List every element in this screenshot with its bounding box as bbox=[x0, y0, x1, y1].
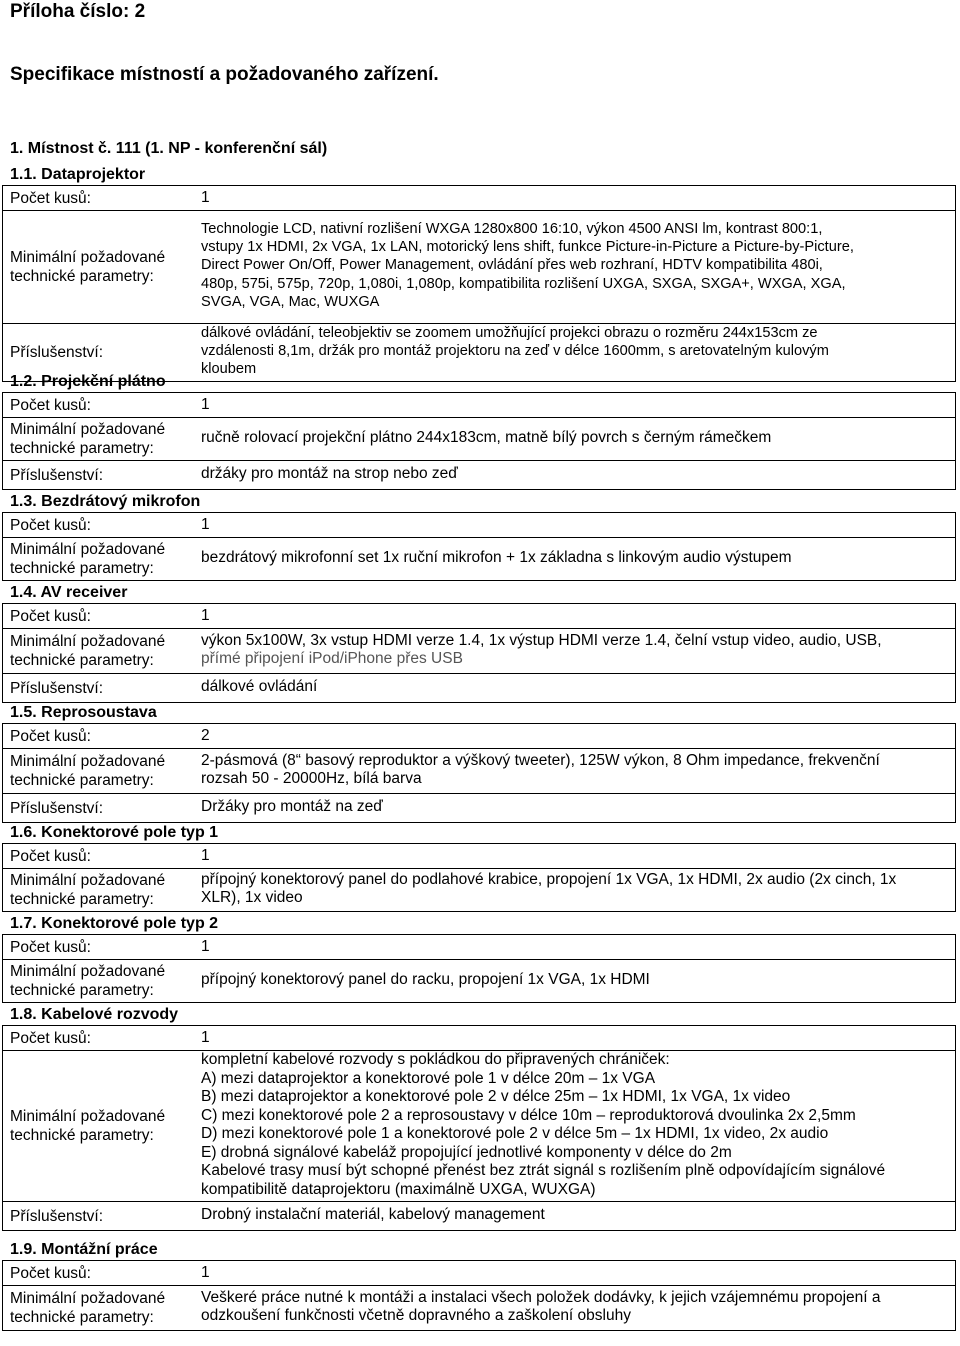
params-label-line: Minimální požadované bbox=[10, 872, 166, 889]
count-value: 1 bbox=[201, 1028, 210, 1046]
accessories-text bbox=[201, 678, 317, 697]
params-value bbox=[201, 869, 955, 909]
count-value: 1 bbox=[201, 515, 210, 533]
section-heading-2: 1.2. Projekční plátno bbox=[10, 373, 166, 390]
spec-table-4 bbox=[2, 603, 956, 703]
params-row bbox=[3, 1285, 955, 1330]
params-label bbox=[10, 1051, 190, 1201]
count-value: 1 bbox=[201, 606, 210, 624]
count-row bbox=[3, 1260, 955, 1285]
params-line: rozsah 50 - 20000Hz, bílá barva bbox=[201, 770, 422, 787]
params-line: E) drobná signálové kabeláž propojující jednotlivé komponenty v délce do 2m bbox=[201, 1143, 732, 1161]
params-text bbox=[201, 429, 771, 448]
params-value bbox=[201, 538, 955, 578]
section-heading-7: 1.7. Konektorové pole typ 2 bbox=[10, 915, 219, 932]
accessories-value bbox=[201, 674, 955, 700]
spec-table-8 bbox=[2, 1025, 956, 1231]
params-row bbox=[3, 748, 955, 793]
params-label bbox=[10, 629, 190, 673]
params-row bbox=[3, 417, 955, 460]
annex-label: Příloha číslo: 2 bbox=[10, 1, 146, 22]
section-heading-9: 1.9. Montážní práce bbox=[10, 1241, 158, 1258]
accessories-label: Příslušenství: bbox=[10, 799, 104, 817]
params-row bbox=[3, 210, 955, 323]
accessories-value bbox=[201, 794, 955, 820]
params-line: Direct Power On/Off, Power Management, ovládání přes web rozhraní, HDTV kompatibilita 480i, bbox=[201, 257, 823, 274]
accessories-label: Příslušenství: bbox=[10, 344, 104, 361]
params-row bbox=[3, 1050, 955, 1201]
params-value bbox=[201, 1051, 955, 1199]
params-line: XLR), 1x video bbox=[201, 889, 303, 906]
section-heading-5: 1.5. Reprosoustava bbox=[10, 704, 157, 721]
params-label bbox=[10, 1286, 190, 1330]
params-row bbox=[3, 959, 955, 1002]
accessories-line: Drobný instalační materiál, kabelový management bbox=[201, 1205, 545, 1223]
params-line: D) mezi konektorové pole 1 a konektorové pole 2 v délce 5m – 1x HDMI, 1x video, 2x audio bbox=[201, 1125, 829, 1142]
accessories-row bbox=[3, 1201, 955, 1230]
count-value: 2 bbox=[201, 726, 210, 744]
params-line: B) mezi dataprojektor a konektorové pole 2 v délce 25m – 1x HDMI, 1x VGA, 1x video bbox=[201, 1088, 791, 1105]
accessories-value bbox=[201, 324, 955, 379]
params-label-line: technické parametry: bbox=[10, 440, 154, 457]
params-label-line: Minimální požadované bbox=[10, 753, 166, 770]
accessories-value bbox=[201, 1202, 955, 1228]
params-text bbox=[201, 871, 896, 908]
accessories-line: vzdálenosti 8,1m, držák pro montáž projektoru na zeď v délce 1600mm, s aretovatelným kulovým bbox=[201, 342, 829, 359]
params-line: SVGA, VGA, Mac, WUXGA bbox=[201, 293, 380, 310]
count-row bbox=[3, 185, 955, 210]
section-heading-3: 1.3. Bezdrátový mikrofon bbox=[10, 493, 201, 510]
params-label-line: technické parametry: bbox=[10, 560, 154, 577]
params-line: přípojný konektorový panel do racku, propojení 1x VGA, 1x HDMI bbox=[201, 970, 650, 988]
count-label: Počet kusů: bbox=[10, 607, 91, 625]
accessories-row bbox=[3, 673, 955, 702]
params-line: ručně rolovací projekční plátno 244x183cm, matně bílý povrch s černým rámečkem bbox=[201, 428, 772, 446]
params-value bbox=[201, 960, 955, 1000]
spec-table-7 bbox=[2, 934, 956, 1003]
count-label: Počet kusů: bbox=[10, 727, 91, 745]
params-line: přímé připojení iPod/iPhone přes USB bbox=[201, 650, 463, 667]
params-label bbox=[10, 749, 190, 793]
params-text bbox=[201, 632, 882, 669]
document-title: Specifikace místností a požadovaného zařízení. bbox=[10, 64, 439, 85]
params-line: odzkoušení funkčnosti včetně dopravného a zaškolení obsluhy bbox=[201, 1307, 631, 1324]
accessories-text bbox=[201, 324, 829, 379]
accessories-line: držáky pro montáž na strop nebo zeď bbox=[201, 464, 458, 482]
params-row bbox=[3, 537, 955, 580]
params-label-line: technické parametry: bbox=[10, 652, 154, 669]
count-label: Počet kusů: bbox=[10, 396, 91, 414]
room-heading: 1. Místnost č. 111 (1. NP - konferenční sál) bbox=[10, 140, 328, 157]
accessories-line: dálkové ovládání, teleobjektiv se zoomem umožňující projekci obrazu o rozměru 244x153cm ze bbox=[201, 324, 818, 341]
params-label-line: technické parametry: bbox=[10, 268, 154, 285]
spec-table-5 bbox=[2, 723, 956, 823]
params-line: kompletní kabelové rozvody s pokládkou do připravených chrániček: bbox=[201, 1051, 670, 1068]
section-heading-6: 1.6. Konektorové pole typ 1 bbox=[10, 824, 219, 841]
count-row bbox=[3, 392, 955, 417]
params-value bbox=[201, 418, 955, 458]
params-label-line: technické parametry: bbox=[10, 772, 154, 789]
params-row bbox=[3, 868, 955, 911]
section-heading-4: 1.4. AV receiver bbox=[10, 584, 128, 601]
params-text bbox=[201, 220, 854, 311]
params-line: C) mezi konektorové pole 2 a reprosoustavy v délce 10m – reproduktorová dvoulinka 2x 2,5mm bbox=[201, 1106, 856, 1124]
params-label-line: Minimální požadované bbox=[10, 249, 166, 266]
params-label-line: Minimální požadované bbox=[10, 541, 166, 558]
count-label: Počet kusů: bbox=[10, 1264, 91, 1282]
count-row bbox=[3, 934, 955, 959]
params-line: bezdrátový mikrofonní set 1x ruční mikrofon + 1x základna s linkovým audio výstupem bbox=[201, 548, 792, 566]
spec-table-2 bbox=[2, 392, 956, 490]
accessories-label: Příslušenství: bbox=[10, 679, 104, 697]
count-value: 1 bbox=[201, 1263, 210, 1281]
count-row bbox=[3, 512, 955, 537]
params-text bbox=[201, 549, 792, 568]
params-label bbox=[10, 538, 190, 580]
params-label bbox=[10, 418, 190, 460]
params-value bbox=[201, 211, 955, 321]
count-value: 1 bbox=[201, 395, 210, 413]
accessories-label: Příslušenství: bbox=[10, 1207, 104, 1225]
params-label bbox=[10, 869, 190, 911]
accessories-line: kloubem bbox=[201, 361, 257, 378]
accessories-text bbox=[201, 1206, 545, 1225]
params-value bbox=[201, 629, 955, 671]
count-label: Počet kusů: bbox=[10, 516, 91, 534]
accessories-row bbox=[3, 793, 955, 822]
accessories-line: Držáky pro montáž na zeď bbox=[201, 797, 383, 815]
params-label-line: technické parametry: bbox=[10, 1309, 154, 1326]
spec-table-1 bbox=[2, 185, 956, 382]
params-label-line: technické parametry: bbox=[10, 1127, 154, 1144]
count-row bbox=[3, 843, 955, 868]
params-text bbox=[201, 971, 650, 990]
count-label: Počet kusů: bbox=[10, 938, 91, 956]
params-line: Kabelové trasy musí být schopné přenést bez ztrát signál s rozlišením plně odpovídajícím signálové bbox=[201, 1162, 886, 1179]
spec-table-3 bbox=[2, 512, 956, 581]
count-label: Počet kusů: bbox=[10, 1029, 91, 1047]
count-label: Počet kusů: bbox=[10, 847, 91, 865]
spec-table-9 bbox=[2, 1260, 956, 1331]
params-text bbox=[201, 752, 880, 789]
params-line: Technologie LCD, nativní rozlišení WXGA 1280x800 16:10, výkon 4500 ANSI lm, kontrast 800:1, bbox=[201, 220, 823, 237]
params-line: 480p, 575i, 575p, 720p, 1,080i, 1,080p, kompatibilita rozlišení UXGA, SXGA, SXGA+, WXGA, XGA, bbox=[201, 275, 846, 292]
count-label: Počet kusů: bbox=[10, 189, 91, 207]
params-line: A) mezi dataprojektor a konektorové pole 1 v délce 20m – 1x VGA bbox=[201, 1069, 656, 1087]
count-row bbox=[3, 1025, 955, 1050]
params-label-line: Minimální požadované bbox=[10, 1290, 166, 1307]
accessories-label: Příslušenství: bbox=[10, 466, 104, 484]
params-value bbox=[201, 749, 955, 791]
params-row bbox=[3, 628, 955, 673]
params-label-line: Minimální požadované bbox=[10, 1108, 166, 1125]
accessories-text bbox=[201, 465, 458, 484]
params-text bbox=[201, 1289, 881, 1326]
params-label bbox=[10, 211, 190, 323]
params-line: kompatibilitě dataprojektoru (maximálně UXGA, WUXGA) bbox=[201, 1180, 596, 1198]
count-value: 1 bbox=[201, 937, 210, 955]
accessories-text bbox=[201, 798, 383, 817]
params-label-line: Minimální požadované bbox=[10, 633, 166, 650]
accessories-line: dálkové ovládání bbox=[201, 677, 318, 695]
params-text bbox=[201, 1051, 885, 1199]
count-row bbox=[3, 723, 955, 748]
params-label-line: Minimální požadované bbox=[10, 421, 166, 438]
spec-table-6 bbox=[2, 843, 956, 912]
params-label-line: technické parametry: bbox=[10, 982, 154, 999]
params-line: 2-pásmová (8“ basový reproduktor a výškový tweeter), 125W výkon, 8 Ohm impedance, frekvenční bbox=[201, 751, 880, 769]
params-label-line: Minimální požadované bbox=[10, 963, 166, 980]
params-label bbox=[10, 960, 190, 1002]
count-row bbox=[3, 603, 955, 628]
count-value: 1 bbox=[201, 846, 210, 864]
count-value: 1 bbox=[201, 188, 210, 206]
accessories-value bbox=[201, 461, 955, 487]
section-heading-8: 1.8. Kabelové rozvody bbox=[10, 1006, 179, 1023]
section-heading-1: 1.1. Dataprojektor bbox=[10, 166, 146, 183]
params-label-line: technické parametry: bbox=[10, 891, 154, 908]
params-value bbox=[201, 1286, 955, 1328]
params-line: přípojný konektorový panel do podlahové krabice, propojení 1x VGA, 1x HDMI, 2x audio (2x cinch, 1x bbox=[201, 870, 897, 888]
params-line: výkon 5x100W, 3x vstup HDMI verze 1.4, 1x výstup HDMI verze 1.4, čelní vstup video, audio, USB, bbox=[201, 631, 882, 649]
params-line: vstupy 1x HDMI, 2x VGA, 1x LAN, motorický lens shift, funkce Picture-in-Picture a Picture-by-Picture, bbox=[201, 239, 854, 256]
params-line: Veškeré práce nutné k montáži a instalaci všech položek dodávky, k jejich vzájemnému propojení a bbox=[201, 1288, 881, 1306]
accessories-row bbox=[3, 460, 955, 489]
